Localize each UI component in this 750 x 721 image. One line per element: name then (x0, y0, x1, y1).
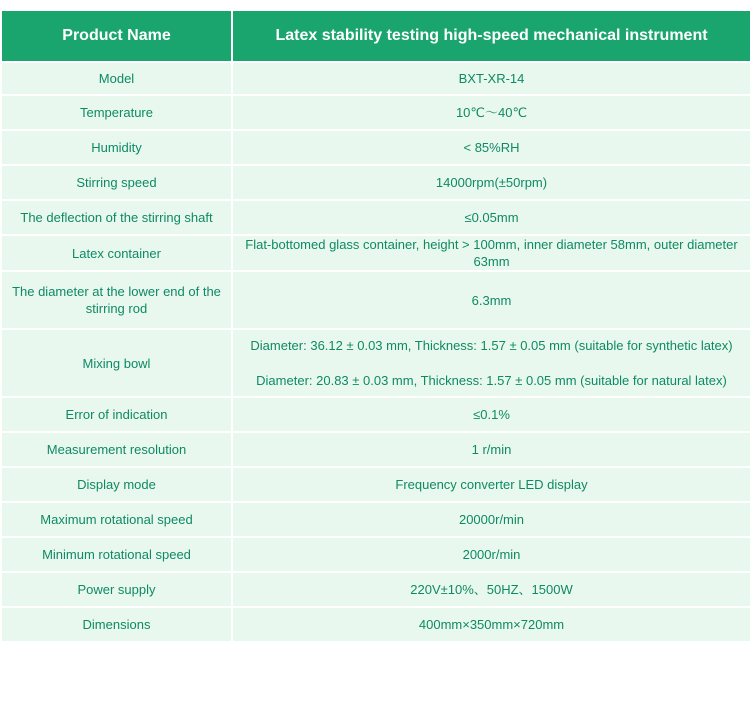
row-value: 14000rpm(±50rpm) (233, 166, 750, 199)
row-label: Mixing bowl (2, 330, 231, 396)
table-row (2, 503, 750, 536)
row-label: Latex container (2, 236, 231, 270)
row-value: Flat-bottomed glass container, height > 100mm, inner diameter 58mm, outer diameter 63mm (233, 236, 750, 270)
row-label: Stirring speed (2, 166, 231, 199)
table-row (2, 398, 750, 431)
table-row (2, 538, 750, 571)
spec-table-container (0, 9, 750, 643)
row-value: Frequency converter LED display (233, 468, 750, 501)
row-value: < 85%RH (233, 131, 750, 164)
row-value: 220V±10%、50HZ、1500W (233, 573, 750, 606)
table-row (2, 272, 750, 328)
table-row (2, 166, 750, 199)
table-row (2, 236, 750, 270)
spec-table (0, 9, 750, 643)
row-label: Power supply (2, 573, 231, 606)
row-value: 1 r/min (233, 433, 750, 466)
row-value: 400mm×350mm×720mm (233, 608, 750, 641)
table-row (2, 608, 750, 641)
table-row (2, 468, 750, 501)
header-product-title: Latex stability testing high-speed mechanical instrument (233, 11, 750, 61)
row-label: Display mode (2, 468, 231, 501)
row-value: ≤0.1% (233, 398, 750, 431)
row-value: 20000r/min (233, 503, 750, 536)
table-row (2, 201, 750, 234)
table-header-row (2, 11, 750, 61)
table-row (2, 433, 750, 466)
mixing-bowl-natural: Diameter: 20.83 ± 0.03 mm, Thickness: 1.57 ± 0.05 mm (suitable for natural latex) (256, 373, 727, 388)
row-label: Model (2, 63, 231, 94)
header-product-name: Product Name (2, 11, 231, 61)
row-value: 2000r/min (233, 538, 750, 571)
row-label: Maximum rotational speed (2, 503, 231, 536)
row-label: Humidity (2, 131, 231, 164)
row-label: Temperature (2, 96, 231, 129)
row-label: Minimum rotational speed (2, 538, 231, 571)
table-row (2, 96, 750, 129)
mixing-bowl-synthetic: Diameter: 36.12 ± 0.03 mm, Thickness: 1.57 ± 0.05 mm (suitable for synthetic latex) (250, 338, 733, 353)
row-value: 6.3mm (233, 272, 750, 328)
table-row (2, 131, 750, 164)
table-row (2, 573, 750, 606)
row-label: The deflection of the stirring shaft (2, 201, 231, 234)
row-label: Dimensions (2, 608, 231, 641)
row-label: Error of indication (2, 398, 231, 431)
row-label: The diameter at the lower end of the stirring rod (2, 272, 231, 328)
row-label: Measurement resolution (2, 433, 231, 466)
table-row (2, 330, 750, 396)
row-value-multi (233, 330, 750, 396)
table-row (2, 63, 750, 94)
row-value: ≤0.05mm (233, 201, 750, 234)
row-value: BXT-XR-14 (233, 63, 750, 94)
row-value: 10℃～40℃ (233, 96, 750, 129)
